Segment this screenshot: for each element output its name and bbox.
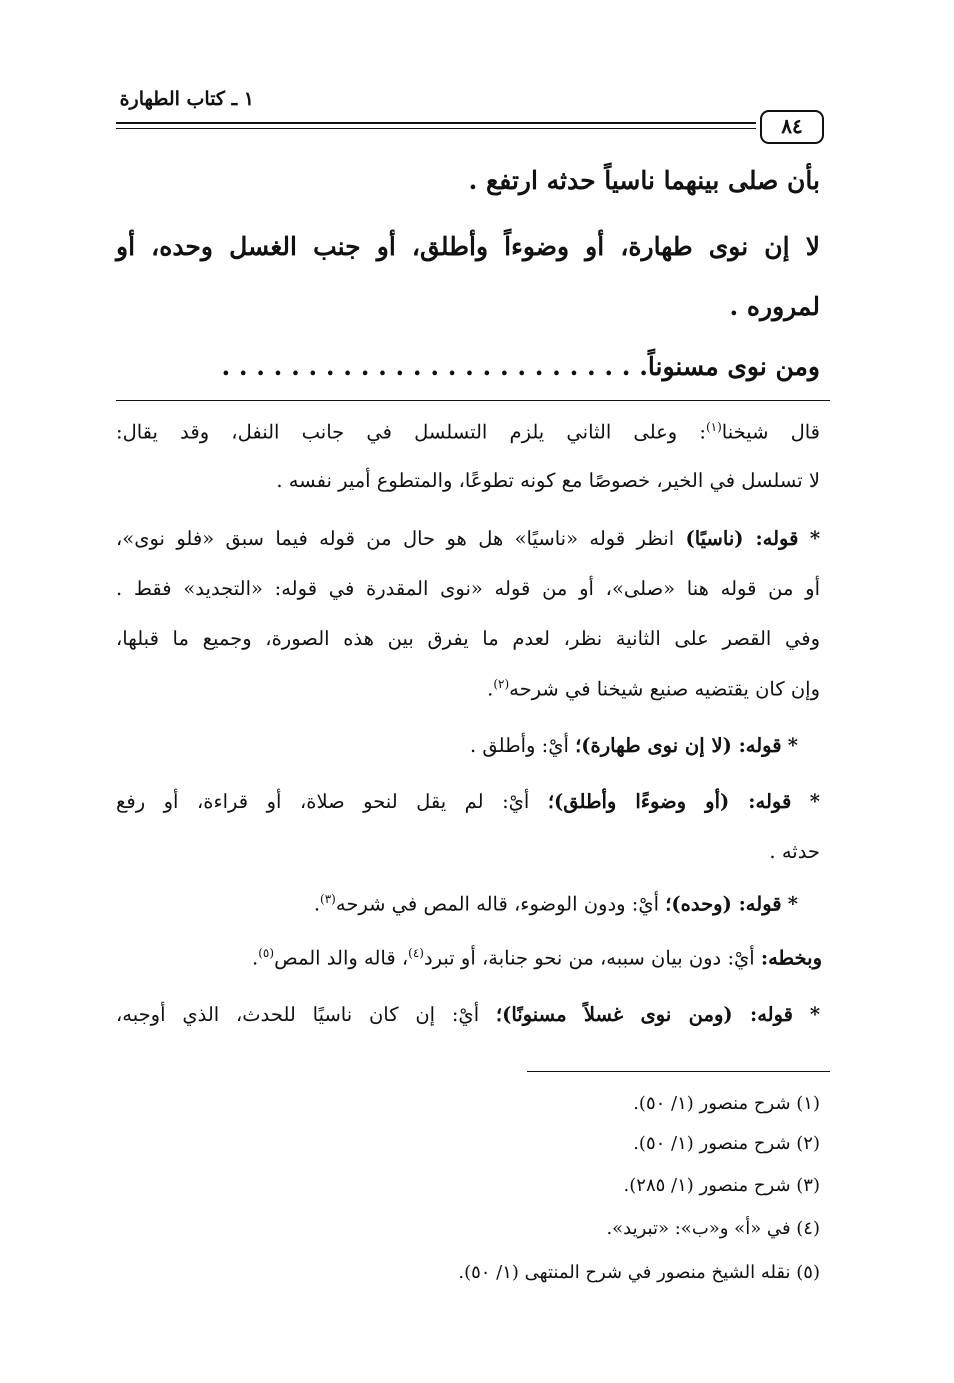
commentary-line-8 xyxy=(116,790,820,813)
footnote-ref-4[interactable]: (٤) xyxy=(408,946,424,960)
footnote-2: (٢) شرح منصور (١/ ٥٠). xyxy=(633,1133,820,1154)
commentary-line-12 xyxy=(116,1003,820,1026)
commentary-line-9: حدثه . xyxy=(769,840,820,863)
commentary-line-10 xyxy=(314,892,798,916)
bullet-star-icon: * xyxy=(809,527,821,550)
commentary-text: قال شيخنا xyxy=(721,420,820,444)
commentary-line-1 xyxy=(116,420,820,444)
header-rule-thin xyxy=(116,128,756,129)
footnote-divider xyxy=(527,1071,830,1072)
bullet-star-icon: * xyxy=(809,1003,821,1026)
commentary-text: ، قاله والد المص xyxy=(274,946,409,970)
commentary-line-3 xyxy=(116,527,820,550)
commentary-text: انظر قوله «ناسيًا» هل هو حال من قوله فيما سبق «فلو نوى»، xyxy=(116,527,686,550)
section-divider xyxy=(116,400,830,401)
main-text-line-1: بأن صلى بينهما ناسياً حدثه ارتفع . xyxy=(468,166,820,195)
footnote-3: (٣) شرح منصور (١/ ٢٨٥). xyxy=(623,1175,820,1196)
main-text-line-3: لمروره . xyxy=(729,292,820,321)
footnote-ref-1[interactable]: (١) xyxy=(705,420,722,434)
footnote-5: (٥) نقله الشيخ منصور في شرح المنتهى (١/ ٥٠). xyxy=(458,1262,820,1283)
header-rule-thick xyxy=(116,122,756,124)
gloss-label: قوله: (لا إن نوى طهارة)؛ xyxy=(575,734,782,757)
gloss-label: وبخطه: xyxy=(760,946,822,970)
commentary-text: . xyxy=(313,892,321,916)
gloss-label: قوله: (ومن نوى غسلاً مسنونًا)؛ xyxy=(495,1003,793,1026)
commentary-text: أيْ: وأطلق . xyxy=(469,734,576,757)
commentary-text: . xyxy=(252,946,259,970)
footnote-ref-2[interactable]: (٢) xyxy=(493,677,510,691)
commentary-line-6 xyxy=(487,677,820,701)
commentary-line-4: أو من قوله هنا «صلى»، أو من قوله «نوى المقدرة في قوله: «التجديد» فقط . xyxy=(116,577,820,600)
main-text-line-2: لا إن نوى طهارة، أو وضوءاً وأطلق، أو جنب الغسل وحده، أو xyxy=(116,232,820,261)
bullet-star-icon: * xyxy=(809,790,820,813)
bullet-star-icon: * xyxy=(787,734,798,757)
gloss-label: قوله: (وحده)؛ xyxy=(665,892,782,916)
commentary-text: أيْ: لم يقل لنحو صلاة، أو قراءة، أو رفع xyxy=(116,790,548,813)
running-header-chapter: ١ ـ كتاب الطهارة xyxy=(119,88,254,110)
footnote-1: (١) شرح منصور (١/ ٥٠). xyxy=(633,1093,820,1114)
footnote-ref-3[interactable]: (٣) xyxy=(320,892,336,906)
commentary-text: : وعلى الثاني يلزم التسلسل في جانب النفل، وقد يقال: xyxy=(116,420,706,444)
gloss-label: قوله: (ناسيًا) xyxy=(685,527,799,550)
commentary-line-2: لا تسلسل في الخير، خصوصًا مع كونه تطوعًا، والمتطوع أمير نفسه . xyxy=(276,469,820,492)
footnote-4: (٤) في «أ» و«ب»: «تبريد». xyxy=(606,1218,820,1239)
main-text-line-4: ومن نوى مسنوناً. . . . . . . . . . . . . . . . . . . . . . . . . xyxy=(221,352,820,381)
commentary-line-11 xyxy=(252,946,822,970)
commentary-text: أيْ: ودون الوضوء، قاله المص في شرحه xyxy=(335,892,666,916)
bullet-star-icon: * xyxy=(787,892,798,916)
commentary-text: . xyxy=(487,677,494,701)
commentary-line-7 xyxy=(470,734,798,757)
gloss-label: قوله: (أو وضوءًا وأطلق)؛ xyxy=(547,790,792,813)
commentary-text: أيْ: دون بيان سببه، من نحو جنابة، أو تبرد xyxy=(423,946,761,970)
commentary-line-5: وفي القصر على الثانية نظر، لعدم ما يفرق بين هذه الصورة، وجميع ما قبلها، xyxy=(116,627,820,650)
footnote-ref-5[interactable]: (٥) xyxy=(258,946,275,960)
page-number-badge: ٨٤ xyxy=(760,110,824,144)
commentary-text: أيْ: إن كان ناسيًا للحدث، الذي أوجبه، xyxy=(116,1003,496,1026)
commentary-text: وإن كان يقتضيه صنيع شيخنا في شرحه xyxy=(509,677,820,701)
